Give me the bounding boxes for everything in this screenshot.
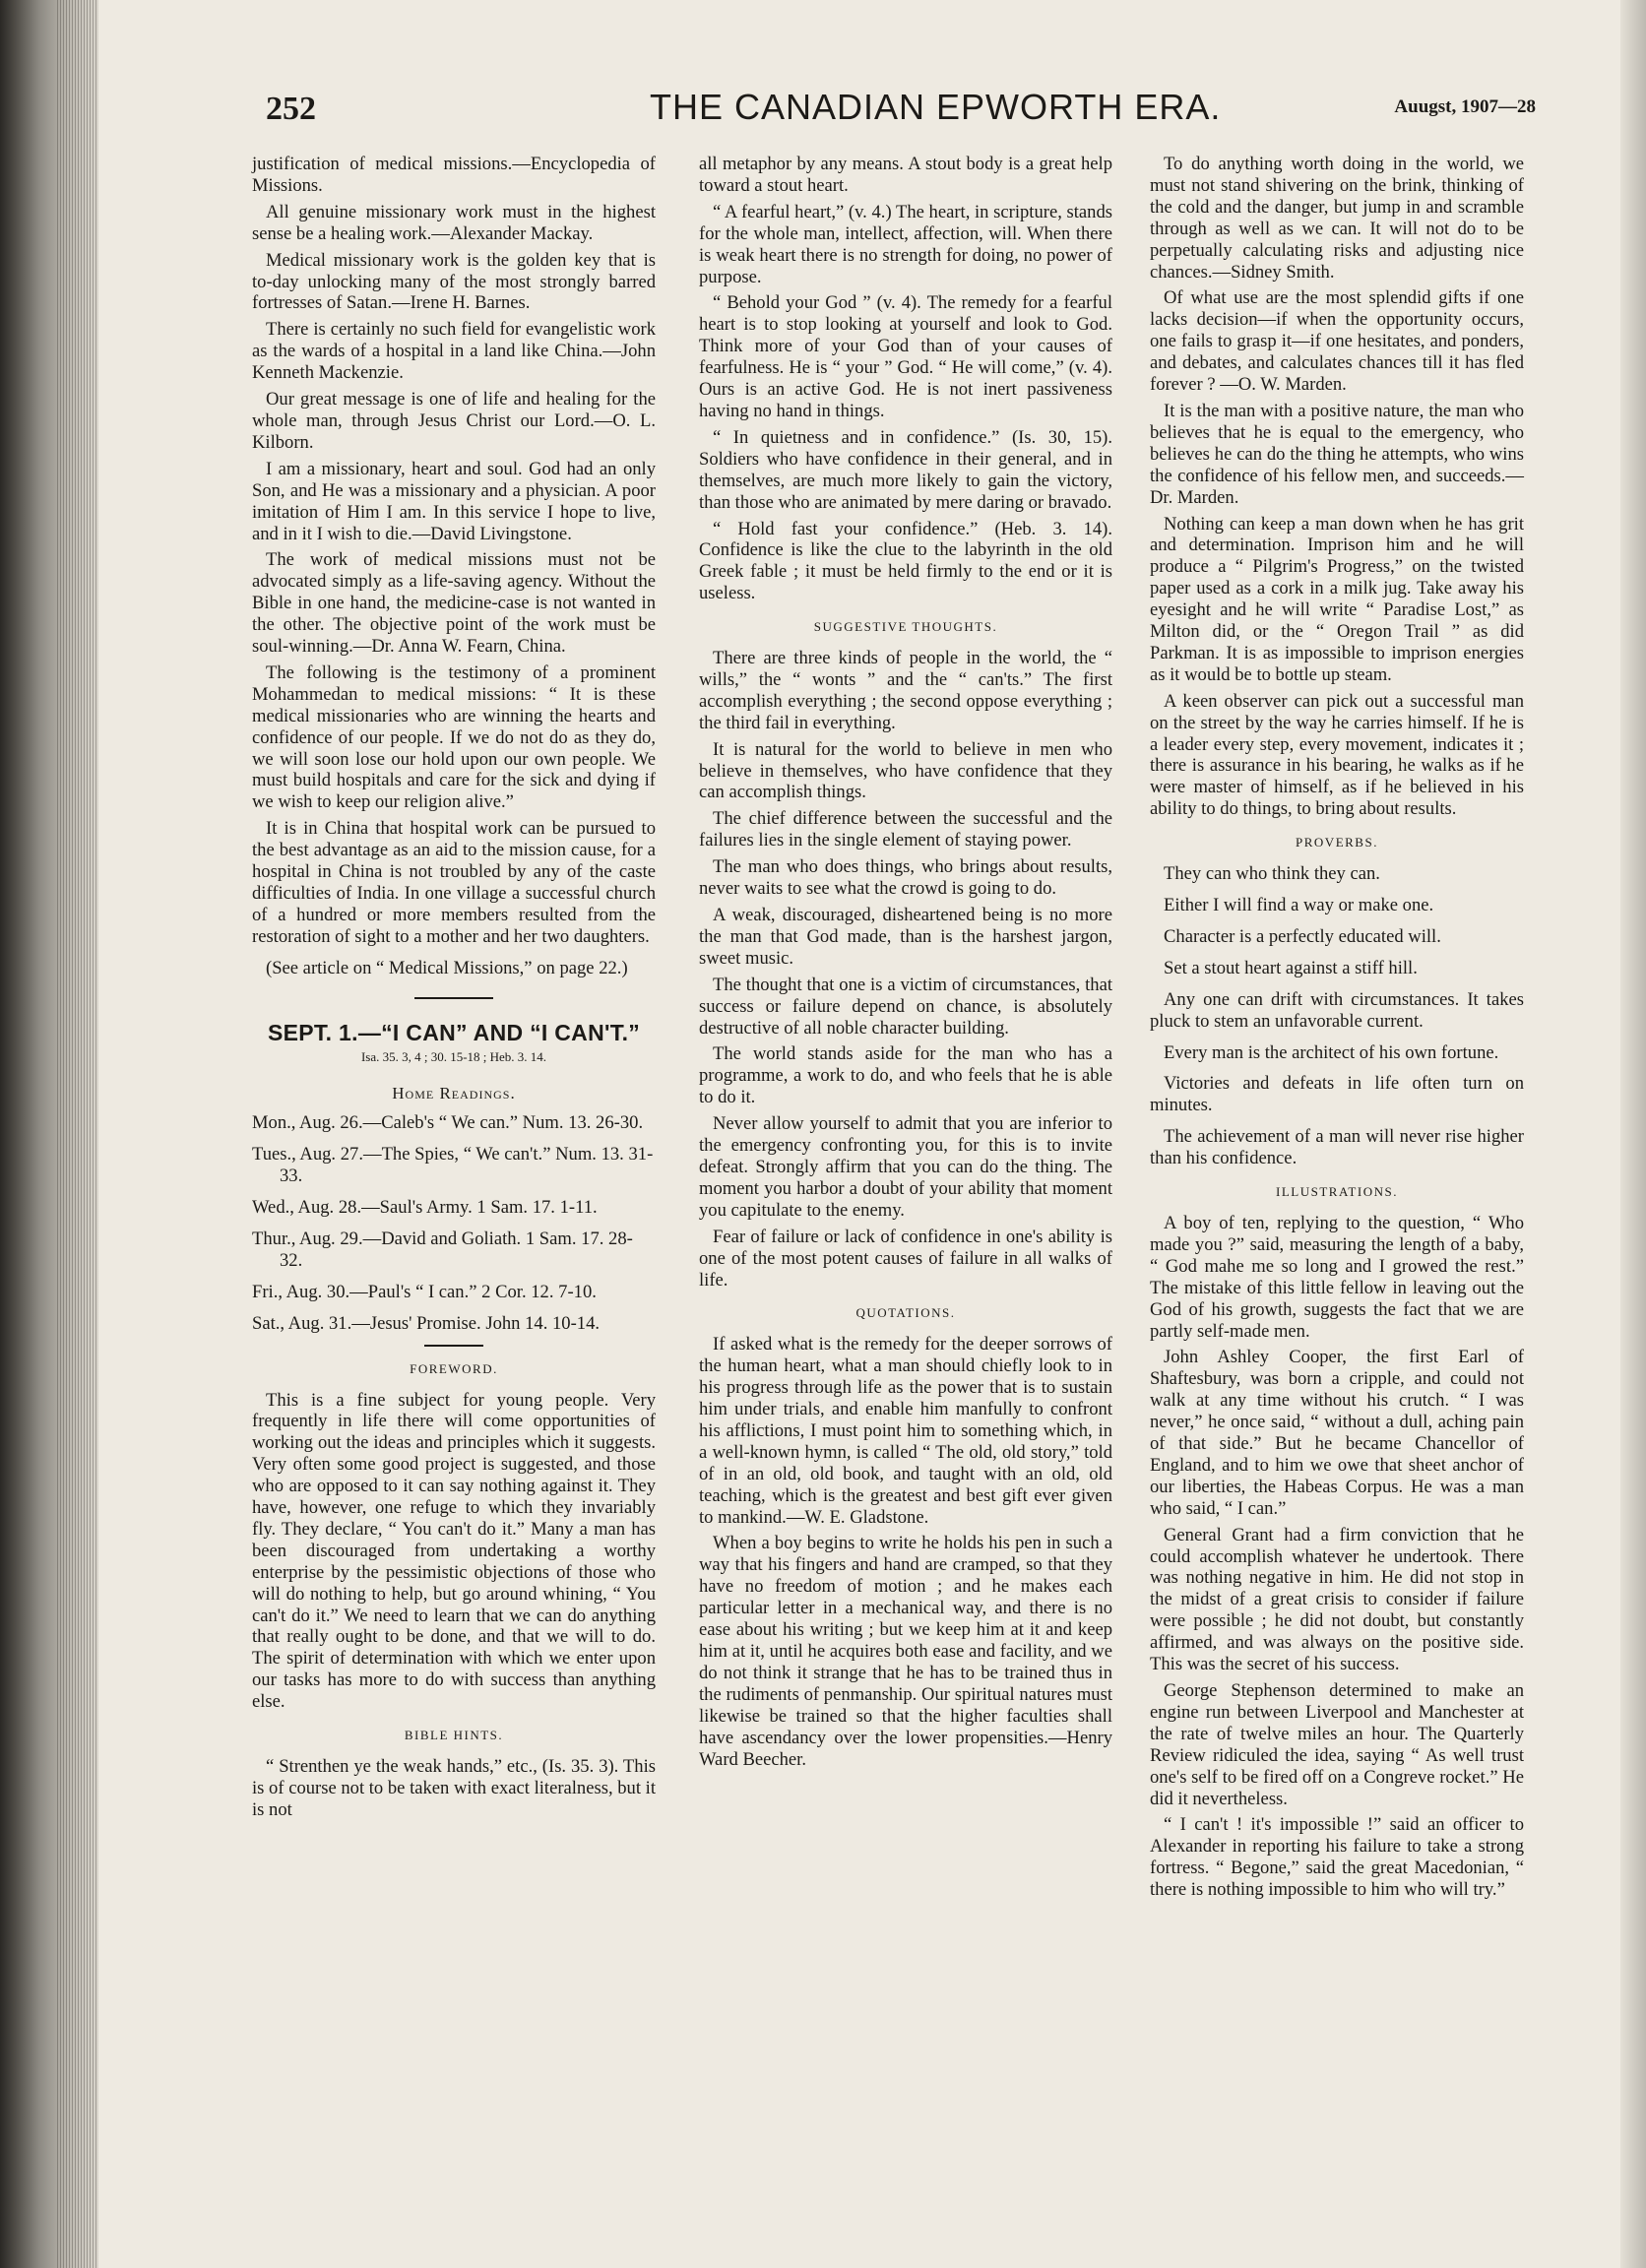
paragraph: John Ashley Cooper, the first Earl of Shaftesbury, was born a cripple, and could not walk at any time without his crutch. “ I was never,” he once said, “ without a dull, aching pain of that side.” But he became Chancellor of England, and to him we owe that sheet anchor of our liberties, the Habeas Corpus. He was a man who said, “ I can.” [1150,1347,1524,1519]
page-edges [57,0,96,2268]
issue-date: Auugst, 1907—28 [1394,96,1536,117]
section-rule [414,997,493,999]
proverb-item: Any one can drift with circumstances. It takes pluck to stem an unfavorable current. [1150,988,1524,1032]
proverbs-heading: PROVERBS. [1296,835,1378,850]
paragraph: A boy of ten, replying to the question, “ Who made you ?” said, measuring the length of a baby, “ God mahe me so long and I growed the rest.” The mistake of this little fellow in leaving out the God of his growth, suggests the fact that we are partly self-made men. [1150,1212,1524,1342]
illustrations-heading: ILLUSTRATIONS. [1276,1184,1398,1200]
reading-item: Thur., Aug. 29.—David and Goliath. 1 Sam. 17. 28-32. [252,1228,633,1271]
column-right [1150,154,1524,1906]
page-header [266,87,1536,142]
paragraph: Of what use are the most splendid gifts if one lacks decision—if when the opportunity occurs, one fails to grasp it—if one hesitates, and ponders, and debates, and calculates chances till it has fled forever ? —O. W. Marden. [1150,287,1524,396]
section-rule [424,1345,483,1347]
paragraph: The following is the testimony of a prominent Mohammedan to medical missions: “ It is these medical missionaries who are winning the hearts and confidence of our people. If we do not do as they do, we will soon lose our hold upon our own people. We must build hospitals and care for the sick and dying if we wish to keep our religion alive.” [252,662,656,813]
proverb-item: Every man is the architect of his own fortune. [1164,1041,1499,1063]
reading-item: Tues., Aug. 27.—The Spies, “ We can't.” Num. 13. 31-33. [252,1144,654,1187]
paragraph: justification of medical missions.—Encyclopedia of Missions. [252,154,656,196]
paragraph: The thought that one is a victim of circumstances, that success or failure depend on chance, is absolutely destructive of all noble character building. [699,974,1112,1039]
reading-item: Fri., Aug. 30.—Paul's “ I can.” 2 Cor. 12. 7-10. [252,1281,597,1302]
paragraph: Nothing can keep a man down when he has grit and determination. Imprison him and he will produce a “ Pilgrim's Progress,” on the twisted paper used as a cork in a milk jug. Take away his eyesight and he will write “ Paradise Lost,” as Milton did, or the “ Oregon Trail ” as did Parkman. It is as impossible to imprison energies as it would be to bottle up steam. [1150,513,1524,685]
proverb-item: They can who think they can. [1164,863,1380,885]
page-number: 252 [266,91,316,127]
paragraph: “ I can't ! it's impossible !” said an officer to Alexander in reporting his failure to take a strong fortress. “ Begone,” said the great Macedonian, “ there is nothing impossible to him who will try.” [1150,1814,1524,1901]
paragraph: A weak, discouraged, disheartened being is no more the man that God made, than is the harshest jargon, sweet music. [699,905,1112,969]
paragraph: If asked what is the remedy for the deeper sorrows of the human heart, what a man should chiefly look to in his progress through life as the power that is to sustain him under trials, and enable him manfully to confront his afflictions, I must point him to something which, in a well-known hymn, is called “ The old, old story,” told of in an old, old book, and taught with an old, old teaching, which is the greatest and best gift ever given to mankind.—W. E. Gladstone. [699,1334,1112,1528]
bible-hints-heading: BIBLE HINTS. [404,1728,504,1743]
proverb-item: Character is a perfectly educated will. [1164,925,1441,947]
paragraph: Never allow yourself to admit that you are inferior to the emergency confronting you, for this is to invite defeat. Strongly affirm that you can do the thing. The moment you harbor a doubt of your ability that moment you capitulate to the enemy. [699,1113,1112,1221]
paragraph: “ A fearful heart,” (v. 4.) The heart, in scripture, stands for the whole man, intellect, affection, will. When there is weak heart there is no strength for doing, no power of purpose. [699,201,1112,287]
paragraph: “ Strenthen ye the weak hands,” etc., (Is. 35. 3). This is of course not to be taken with exact literalness, but it is not [252,1756,656,1820]
paragraph: This is a fine subject for young people. Very frequently in life there will come opportunities of working out the ideas and principles which it suggests. Very often some good project is suggested, and those who are opposed to it can say nothing against it. They have, however, one refuge to which they invariably fly. They declare, “ You can't do it.” Many a man has been discouraged from undertaking a worthy enterprise by the pessimistic objections of those who will do nothing to help, but go around whining, “ You can't do it.” We need to learn that we can do anything that really ought to be done, and that we will to do. The spirit of determination with which we enter upon our tasks has more to do with success than anything else. [252,1389,656,1713]
proverb-item: Victories and defeats in life often turn on minutes. [1150,1073,1524,1116]
paragraph: (See article on “ Medical Missions,” on page 22.) [266,957,628,978]
proverb-item: Set a stout heart against a stiff hill. [1164,957,1418,978]
proverb-item: Either I will find a way or make one. [1164,895,1434,915]
paragraph: A keen observer can pick out a successful man on the street by the way he carries himself. If he is a leader every step, every movement, indicates it ; there is assurance in his bearing, he walks as if he were master of himself, as if he believed in his ability to do things, to bring about results. [1150,690,1524,820]
paragraph: It is in China that hospital work can be pursued to the best advantage as an aid to the mission cause, for a hospital in China is not troubled by any of the caste difficulties of India. In one village a successful church of a hundred or more members resulted from the restoration of sight to a mother and her two daughters. [252,818,656,947]
reading-item: Mon., Aug. 26.—Caleb's “ We can.” Num. 13. 26-30. [252,1112,644,1134]
foreword-heading: FOREWORD. [410,1360,498,1376]
paragraph: “ Hold fast your confidence.” (Heb. 3. 14). Confidence is like the clue to the labyrinth in the old Greek fable ; it must be held firmly to the end or it is useless. [699,518,1112,604]
paragraph: “ Behold your God ” (v. 4). The remedy for a fearful heart is to stop looking at yourself and look to God. Think more of your God than of your causes of fearfulness. He is “ your ” God. “ He will come,” (v. 4). Ours is an active God. He is not inert passiveness having no hand in things. [699,292,1112,421]
masthead-title: THE CANADIAN EPWORTH ERA. [650,87,1222,127]
paragraph: The man who does things, who brings about results, never waits to see what the crowd is going to do. [699,856,1112,900]
reading-item: Sat., Aug. 31.—Jesus' Promise. John 14. 10-14. [252,1312,601,1334]
paragraph: The work of medical missions must not be advocated simply as a life-saving agency. Without the Bible in one hand, the medicine-case is not wanted in the other. The objective point of the work must be soul-winning.—Dr. Anna W. Fearn, China. [252,549,656,658]
paragraph: The chief difference between the successful and the failures lies in the single element of staying power. [699,808,1112,851]
topic-title: SEPT. 1.—“I CAN” AND “I CAN'T.” [267,1019,641,1045]
paragraph: all metaphor by any means. A stout body is a great help toward a stout heart. [699,154,1112,196]
column-left [252,154,656,1826]
paragraph: All genuine missionary work must in the highest sense be a healing work.—Alexander Mackay. [252,201,656,244]
suggestive-thoughts-heading: SUGGESTIVE THOUGHTS. [813,619,998,635]
quotations-heading: QUOTATIONS. [855,1305,956,1321]
paragraph: General Grant had a firm conviction that he could accomplish whatever he undertook. There was nothing negative in him. He did not stop in the midst of a great crisis to consider if failure were possible ; he did not doubt, but constantly affirmed, and was always on the positive side. This was the secret of his success. [1150,1524,1524,1675]
reading-item: Wed., Aug. 28.—Saul's Army. 1 Sam. 17. 1-11. [252,1197,598,1219]
paragraph: Our great message is one of life and healing for the whole man, through Jesus Christ our Lord.—O. L. Kilborn. [252,389,656,453]
paragraph: It is natural for the world to believe in men who believe in themselves, who have confidence that they can accomplish things. [699,738,1112,803]
topic-scripture-refs: Isa. 35. 3, 4 ; 30. 15-18 ; Heb. 3. 14. [360,1048,547,1064]
paragraph: Medical missionary work is the golden key that is to-day unlocking many of the most strongly barred fortresses of Satan.—Irene H. Barnes. [252,249,656,314]
home-readings-heading: Home Readings. [392,1084,516,1103]
paragraph: To do anything worth doing in the world, we must not stand shivering on the brink, thinking of the cold and the danger, but jump in and scramble through as well as we can. It will not do to be perpetually calculating risks and adjusting nice chances.—Sidney Smith. [1150,154,1524,283]
paragraph: The world stands aside for the man who has a programme, a work to do, and who feels that he is able to do it. [699,1043,1112,1108]
paragraph: There are three kinds of people in the world, the “ wills,” the “ wonts ” and the “ can'ts.” The first accomplish everything ; the second oppose everything ; the third fail in everything. [699,648,1112,733]
paragraph: George Stephenson determined to make an engine run between Liverpool and Manchester at the rate of twelve miles an hour. The Quarterly Review ridiculed the idea, saying “ As well trust one's self to be fired off on a Congreve rocket.” He did it nevertheless. [1150,1680,1524,1809]
paragraph: Fear of failure or lack of confidence in one's ability is one of the most potent causes of failure in all walks of life. [699,1226,1112,1291]
paragraph: “ In quietness and in confidence.” (Is. 30, 15). Soldiers who have confidence in their general, and in themselves, are much more likely to gain the victory, than those who are animated by mere daring or bravado. [699,426,1112,513]
paragraph: It is the man with a positive nature, the man who believes that he is equal to the emergency, who believes he can do the thing he attempts, who wins the confidence of his fellow men, and succeeds.—Dr. Marden. [1150,400,1524,508]
proverb-item: The achievement of a man will never rise higher than his confidence. [1150,1126,1524,1169]
paragraph: There is certainly no such field for evangelistic work as the wards of a hospital in a land like China.—John Kenneth Mackenzie. [252,319,656,384]
column-middle [699,154,1112,1775]
right-page-edge [1620,0,1646,2268]
paragraph: When a boy begins to write he holds his pen in such a way that his fingers and hand are cramped, so that they have no freedom of motion ; and he makes each particular letter in a mechanical way, and there is no ease about his writing ; but we keep him at it and keep him at it, until he acquires both ease and facility, and we do not think it strange that he has to be trained thus in the rudiments of penmanship. Our spiritual natures must likewise be trained so that the higher faculties shall have ascendancy over the lower propensities.—Henry Ward Beecher. [699,1533,1112,1770]
paragraph: I am a missionary, heart and soul. God had an only Son, and He was a missionary and a physician. A poor imitation of Him I am. In this service I hope to live, and in it I wish to die.—David Livingstone. [252,458,656,544]
